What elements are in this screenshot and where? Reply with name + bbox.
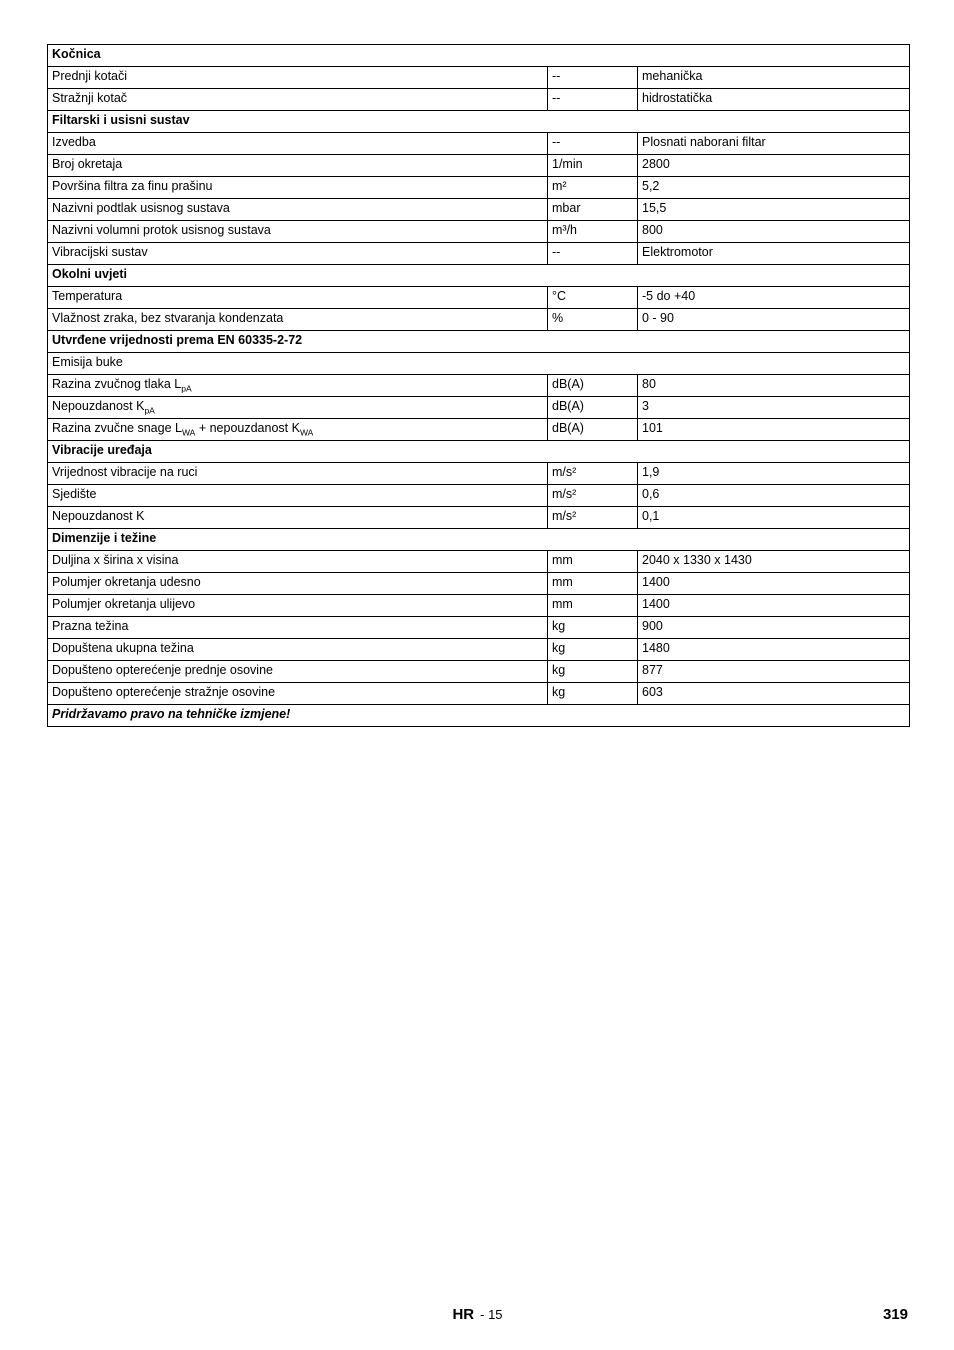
row-label: Vlažnost zraka, bez stvaranja kondenzata: [48, 309, 548, 331]
table-row: [48, 551, 910, 573]
table-row: [48, 89, 910, 111]
section-label: Okolni uvjeti: [48, 265, 910, 287]
row-label: Prazna težina: [48, 617, 548, 639]
section-row: [48, 111, 910, 133]
row-label: Polumjer okretanja ulijevo: [48, 595, 548, 617]
row-value: 0,6: [638, 485, 910, 507]
spec-table: [47, 44, 910, 727]
table-row: [48, 397, 910, 419]
row-value: 1,9: [638, 463, 910, 485]
row-value: 0,1: [638, 507, 910, 529]
row-unit: kg: [548, 617, 638, 639]
table-row: [48, 617, 910, 639]
row-label: Nepouzdanost K: [48, 507, 548, 529]
section-row: [48, 441, 910, 463]
footer-chapter-page: - 15: [480, 1307, 503, 1322]
row-value: 80: [638, 375, 910, 397]
footer-center: [47, 1306, 908, 1323]
spec-table-body: [48, 45, 910, 727]
row-unit: kg: [548, 639, 638, 661]
row-value: mehanička: [638, 67, 910, 89]
row-label: Broj okretaja: [48, 155, 548, 177]
row-label: Prednji kotači: [48, 67, 548, 89]
table-row: [48, 683, 910, 705]
table-row: [48, 661, 910, 683]
row-unit: dB(A): [548, 419, 638, 441]
table-row: [48, 485, 910, 507]
row-label: Površina filtra za finu prašinu: [48, 177, 548, 199]
row-label: Nazivni podtlak usisnog sustava: [48, 199, 548, 221]
row-label: Polumjer okretanja udesno: [48, 573, 548, 595]
row-unit: m³/h: [548, 221, 638, 243]
table-row: [48, 309, 910, 331]
row-label: Dopušteno opterećenje prednje osovine: [48, 661, 548, 683]
row-value: 0 - 90: [638, 309, 910, 331]
row-value: 2800: [638, 155, 910, 177]
page-footer: [47, 1306, 908, 1328]
row-unit: mbar: [548, 199, 638, 221]
row-value: 877: [638, 661, 910, 683]
row-value: 603: [638, 683, 910, 705]
table-row: [48, 199, 910, 221]
row-value: 1400: [638, 573, 910, 595]
row-value: 3: [638, 397, 910, 419]
note-label: Pridržavamo pravo na tehničke izmjene!: [48, 705, 910, 727]
table-row: [48, 419, 910, 441]
row-label: Duljina x širina x visina: [48, 551, 548, 573]
row-unit: dB(A): [548, 375, 638, 397]
row-label: Stražnji kotač: [48, 89, 548, 111]
table-row: [48, 573, 910, 595]
row-unit: mm: [548, 595, 638, 617]
footer-language-code: HR: [452, 1306, 475, 1323]
section-row: [48, 331, 910, 353]
footer-page-number: 319: [882, 1306, 908, 1323]
row-label: Razina zvučne snage $L_{WA}$ + nepouzdanost $K_{WA}$: [48, 419, 548, 441]
row-value: 800: [638, 221, 910, 243]
row-value: 2040 x 1330 x 1430: [638, 551, 910, 573]
row-unit: %: [548, 309, 638, 331]
table-row: [48, 155, 910, 177]
table-row: [48, 177, 910, 199]
row-unit: m/s²: [548, 485, 638, 507]
table-row: [48, 287, 910, 309]
row-label: Nazivni volumni protok usisnog sustava: [48, 221, 548, 243]
row-unit: °C: [548, 287, 638, 309]
row-unit: mm: [548, 573, 638, 595]
row-unit: dB(A): [548, 397, 638, 419]
row-unit: --: [548, 67, 638, 89]
section-row: [48, 45, 910, 67]
row-value: 1480: [638, 639, 910, 661]
row-value: Plosnati naborani filtar: [638, 133, 910, 155]
table-row: [48, 507, 910, 529]
section-label: Dimenzije i težine: [48, 529, 910, 551]
table-row: [48, 133, 910, 155]
table-row: [48, 243, 910, 265]
row-label: Vrijednost vibracije na ruci: [48, 463, 548, 485]
row-value: 15,5: [638, 199, 910, 221]
row-value: 101: [638, 419, 910, 441]
table-row: [48, 221, 910, 243]
row-value: 1400: [638, 595, 910, 617]
table-row: [48, 463, 910, 485]
section-label: Vibracije uređaja: [48, 441, 910, 463]
table-row: [48, 705, 910, 727]
table-row: [48, 595, 910, 617]
section-row: [48, 529, 910, 551]
row-label: Dopušteno opterećenje stražnje osovine: [48, 683, 548, 705]
section-label: Kočnica: [48, 45, 910, 67]
row-value: -5 do +40: [638, 287, 910, 309]
row-unit: 1/min: [548, 155, 638, 177]
row-unit: m/s²: [548, 463, 638, 485]
row-unit: kg: [548, 683, 638, 705]
row-value: 900: [638, 617, 910, 639]
row-label: Nepouzdanost $K_{pA}$: [48, 397, 548, 419]
section-label: Filtarski i usisni sustav: [48, 111, 910, 133]
row-value: Elektromotor: [638, 243, 910, 265]
section-label: Utvrđene vrijednosti prema EN 60335-2-72: [48, 331, 910, 353]
table-row: [48, 375, 910, 397]
table-row: [48, 639, 910, 661]
row-unit: --: [548, 133, 638, 155]
row-value: hidrostatička: [638, 89, 910, 111]
row-label: Razina zvučnog tlaka $L_{pA}$: [48, 375, 548, 397]
row-unit: m/s²: [548, 507, 638, 529]
row-unit: --: [548, 243, 638, 265]
row-unit: mm: [548, 551, 638, 573]
row-label: Temperatura: [48, 287, 548, 309]
row-label: Emisija buke: [48, 353, 910, 375]
table-row: [48, 353, 910, 375]
section-row: [48, 265, 910, 287]
row-unit: kg: [548, 661, 638, 683]
row-label: Sjedište: [48, 485, 548, 507]
table-row: [48, 67, 910, 89]
row-label: Vibracijski sustav: [48, 243, 548, 265]
row-label: Dopuštena ukupna težina: [48, 639, 548, 661]
row-value: 5,2: [638, 177, 910, 199]
row-unit: m²: [548, 177, 638, 199]
row-label: Izvedba: [48, 133, 548, 155]
row-unit: --: [548, 89, 638, 111]
